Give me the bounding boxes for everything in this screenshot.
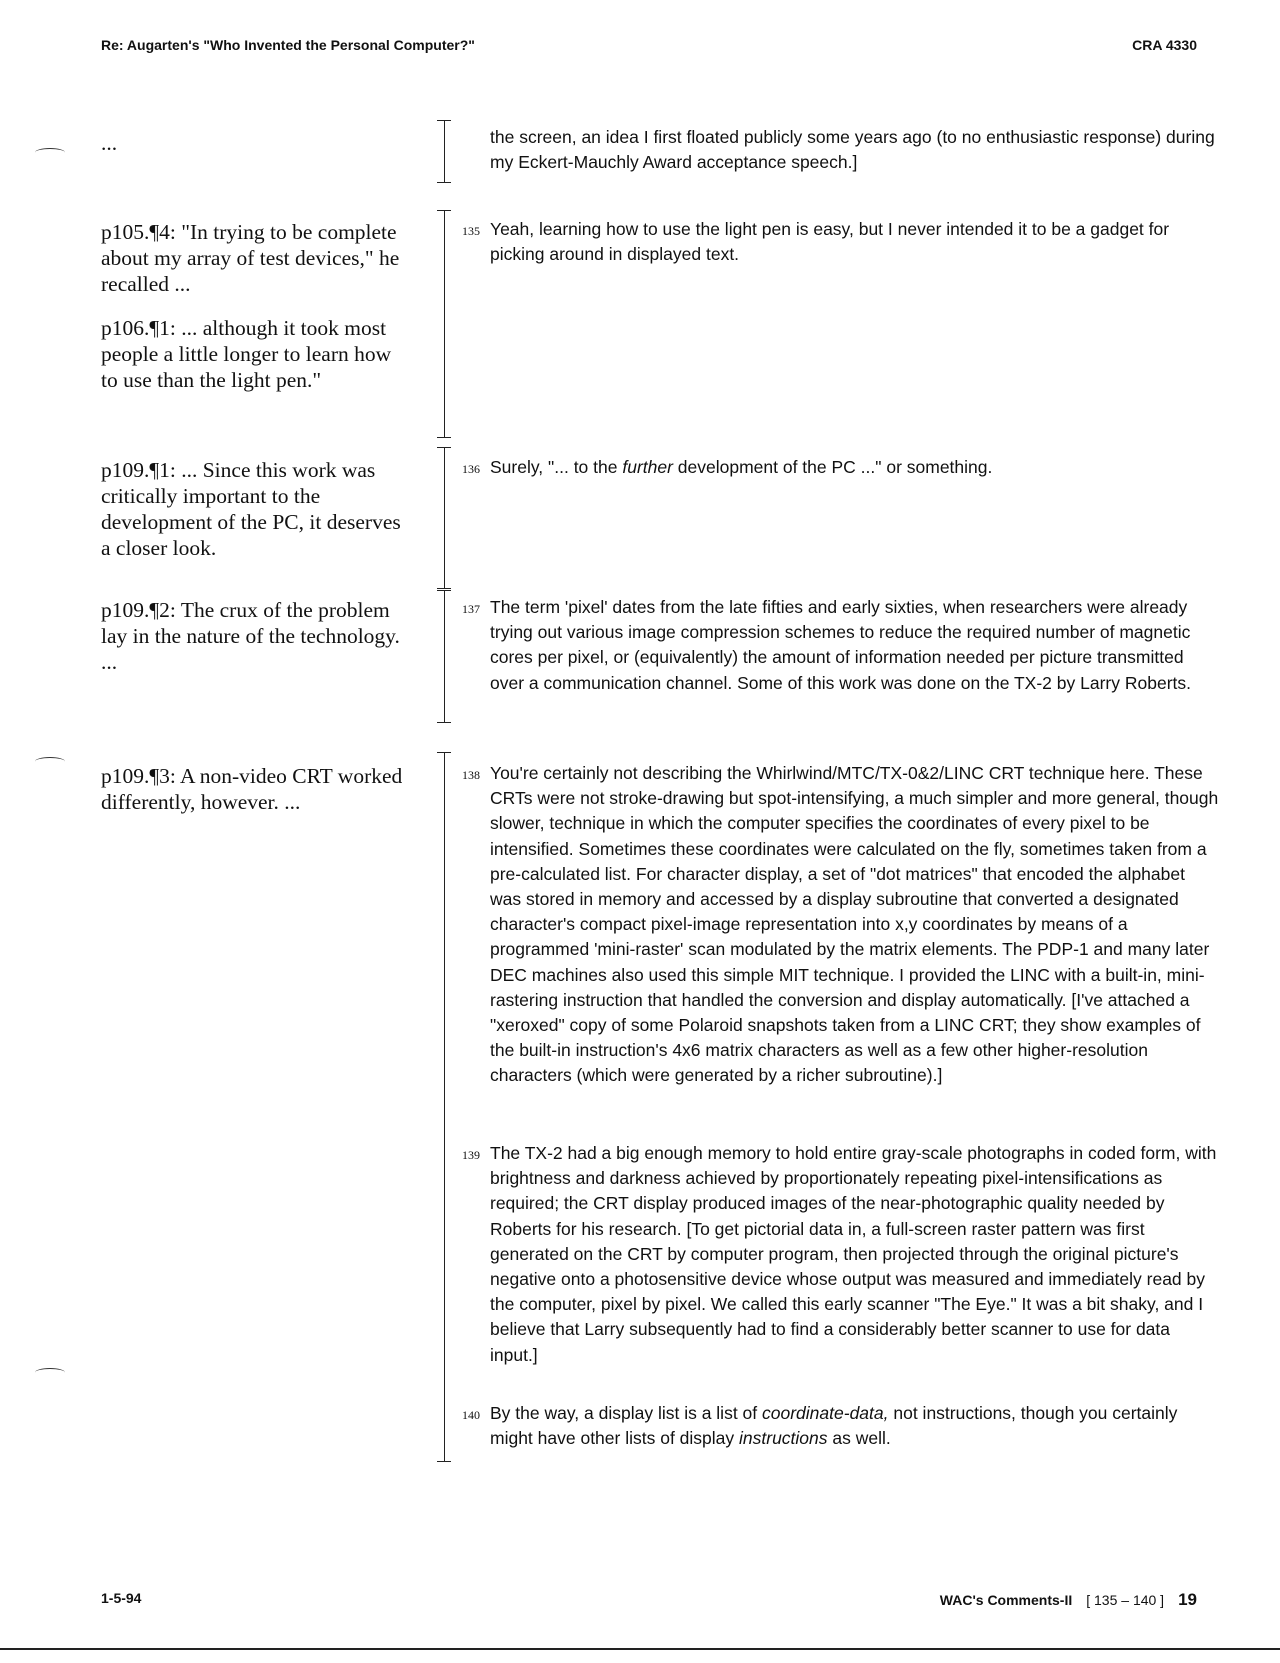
footer-date: 1-5-94 [101,1590,142,1606]
page-number: 19 [1178,1590,1197,1609]
margin-mark [35,148,65,157]
comment-135: Yeah, learning how to use the light pen is easy, but I never intended it to be a gadget for picking around in displayed text. [490,219,1170,265]
comment-bracket [444,590,459,723]
footer-range: [ 135 – 140 ] [1086,1592,1165,1608]
comment-139: The TX-2 had a big enough memory to hold entire gray-scale photographs in coded form, with brightness and darkness achieved by proportionately repeating pixel-intensifications as required; the CRT display produced images of the near-photographic quality needed by Roberts for his research. [To get pictorial data in, a full-screen raster pattern was first generated on the CRT by computer program, then projected through the original picture's negative onto a photosensitive device whose output was measured and immediately read by the computer, pixel by pixel. We called this early scanner "The Eye." It was a bit shaky, and I believe that Larry subsequently had to find a considerably better scanner to use for data input.] [490,1143,1217,1365]
comment-140: By the way, a display list is a list of coordinate-data, not instructions, though you certainly might have other lists of display instructions as well. [490,1403,1178,1449]
margin-mark [35,1368,65,1377]
bottom-rule [0,1648,1280,1650]
running-header-title: Re: Augarten's "Who Invented the Personal Computer?" [101,37,475,53]
comment-continuation: the screen, an idea I first floated publicly some years ago (to no enthusiastic response) during my Eckert-Mauchly Award acceptance speech.] [490,127,1215,173]
comment-138: You're certainly not describing the Whirlwind/MTC/TX-0&2/LINC CRT technique here. These CRTs were not stroke-drawing but spot-intensifying, a much simpler and more general, though slower, technique in which the computer specifies the coordinates of every pixel to be intensified. Sometimes these coordinates were calculated on the fly, sometimes taken from a pre-calculated list. For character display, a set of "dot matrices" that encoded the alphabet was stored in memory and accessed by a display subroutine that converted a designated character's compact pixel-image representation into x,y coordinates by means of a programmed 'mini-raster' scan modulated by the matrix elements. The PDP-1 and many later DEC machines also used this simple MIT technique. I provided the LINC with a built-in, mini-rastering instruction that handled the conversion and display automatically. [I've attached a "xeroxed" copy of some Polaroid snapshots taken from a LINC CRT; they show examples of the built-in instruction's 4x6 matrix characters as well as a few other higher-resolution characters (which were generated by a richer subroutine).] [490,763,1219,1086]
quote-p109-2: p109.¶2: The crux of the problem lay in the nature of the technology. ... [101,598,400,674]
quote-p109-1: p109.¶1: ... Since this work was critically important to the development of the PC, it deserves a closer look. [101,458,401,560]
comment-number: 135 [462,224,480,238]
comment-137: The term 'pixel' dates from the late fifties and early sixties, when researchers were already trying out various image compression schemes to reduce the required number of magnetic cores per pixel, or (equivalently) the amount of information needed per picture transmitted over a communication channel. Some of this work was done on the TX-2 by Larry Roberts. [490,597,1191,693]
quote-p109-3: p109.¶3: A non-video CRT worked differently, however. ... [101,764,403,814]
comment-bracket [444,447,459,589]
comment-bracket [444,210,459,438]
quote-p106-1: p106.¶1: ... although it took most people a little longer to learn how to use than the light pen." [101,316,392,392]
comment-number: 138 [462,768,480,782]
comment-number: 136 [462,462,480,476]
comment-bracket [444,752,459,1462]
comment-bracket [444,120,459,183]
footer-info [940,1590,1197,1610]
footer-series: WAC's Comments-II [939,1592,1073,1608]
document-id: CRA 4330 [1132,37,1197,53]
quote-p105-4: p105.¶4: "In trying to be complete about my array of test devices," he recalled ... [101,220,400,296]
comment-number: 137 [462,602,480,616]
comment-136: Surely, "... to the further development of the PC ..." or something. [490,457,993,477]
margin-mark [35,757,65,766]
comment-number: 139 [462,1148,480,1162]
quote-ellipsis: ... [101,131,118,155]
comment-number: 140 [462,1408,480,1422]
